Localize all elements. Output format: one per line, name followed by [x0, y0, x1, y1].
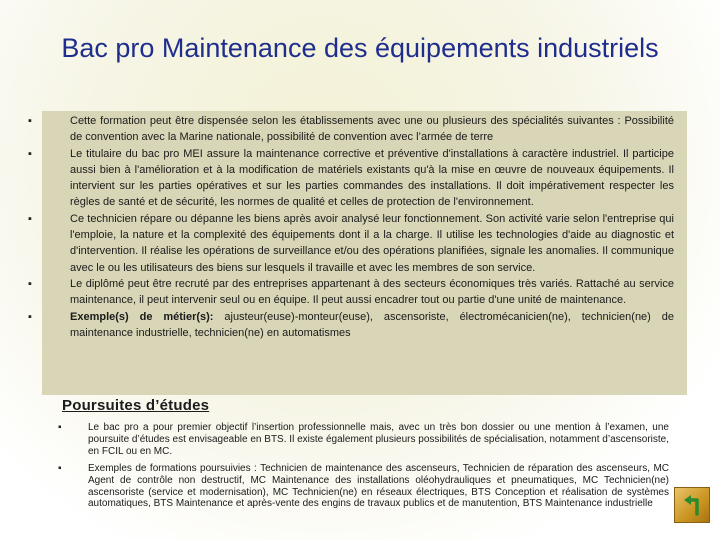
list-item-text: Ce technicien répare ou dépanne les biens après avoir analysé leur fonctionnement. Son activité varie selon l'entreprise qui l'emploie, la nature et la complexité des équipements dont il a la charge. Il utilise les technologies d'aide au diagnostic et d'intervention. Il réalise les opérations de surveillance et/ou des opérations planifiées, signale les anomalies. Il communique avec le ou les utilisateurs des biens sur lesquels il travaille et avec les membres de son service. — [70, 212, 674, 274]
slide-title: Bac pro Maintenance des équipements industriels — [61, 33, 659, 63]
list-item — [28, 146, 674, 211]
bullet-icon: ▪ — [28, 212, 32, 225]
list-item-text: ajusteur(euse)-monteur(euse), ascensoriste, électromécanicien(ne), technicien(ne) de maintenance industrielle, technicien(ne) en automatismes — [70, 310, 674, 339]
return-button[interactable] — [674, 487, 710, 523]
bullet-icon: ▪ — [28, 310, 32, 323]
bullet-icon: ▪ — [28, 277, 32, 290]
bullet-icon: ▪ — [58, 462, 62, 474]
list-item — [58, 463, 669, 511]
studies-list — [58, 422, 669, 515]
bullet-icon: ▪ — [58, 422, 62, 433]
list-item-text: Exemples de formations poursuivies : Technicien de maintenance des ascenseurs, Technicien de réparation des ascenseurs, MC Agent de contrôle non destructif, MC Maintenance des installations oléohydrauliques et pneumatiques, MC Technicien(ne) ascensoriste (service et modernisation), MC Technicien(ne) en réseaux électriques, BTS Conception et réalisation de systèmes automatiques, BTS Maintenance et après-vente des engins de travaux publics et de manutention, BTS Maintenance industrielle — [88, 462, 669, 510]
list-item-text: Le bac pro a pour premier objectif l’insertion professionnelle mais, avec un très bon dossier ou une mention à l’examen, une poursuite d’études est envisageable en BTS. Il existe également plusieurs possibilités de spécialisation, notamment d’ascensoriste, en FCIL ou en MC. — [88, 422, 669, 457]
list-item — [28, 276, 674, 309]
list-item-text: Le titulaire du bac pro MEI assure la maintenance corrective et préventive d'installations à caractère industriel. Il participe aussi bien à l'amélioration et à la modification de matériels existants qu'à la mise en œuvre de nouveaux équipements. Il intervient sur les parties opératives et sur les parties commandes des installations. Il doit impérativement respecter les règles de santé et de sécurité, les normes de qualité et celles de protection de l'environnement. — [70, 147, 674, 209]
list-item — [28, 211, 674, 276]
list-item — [28, 113, 674, 146]
list-item — [58, 422, 669, 458]
list-item-text: Cette formation peut être dispensée selon les établissements avec une ou plusieurs des spécialités suivantes : Possibilité de convention avec la Marine nationale, possibilité de convention avec l’armée de terre — [70, 115, 674, 144]
bullet-icon: ▪ — [28, 115, 32, 127]
list-item — [28, 309, 674, 342]
return-arrow-icon — [679, 492, 705, 518]
list-item-text: Le diplômé peut être recruté par des entreprises appartenant à des secteurs économiques très variés. Rattaché au service maintenance, il peut intervenir seul ou en équipe. Il peut aussi encadrer tout ou partie d'une unité de maintenance. — [70, 277, 674, 307]
intro-list — [28, 113, 674, 341]
list-item-label: Exemple(s) de métier(s): — [70, 310, 214, 323]
section-heading-poursuites: Poursuites d’études — [62, 397, 210, 414]
bullet-icon: ▪ — [28, 147, 32, 160]
